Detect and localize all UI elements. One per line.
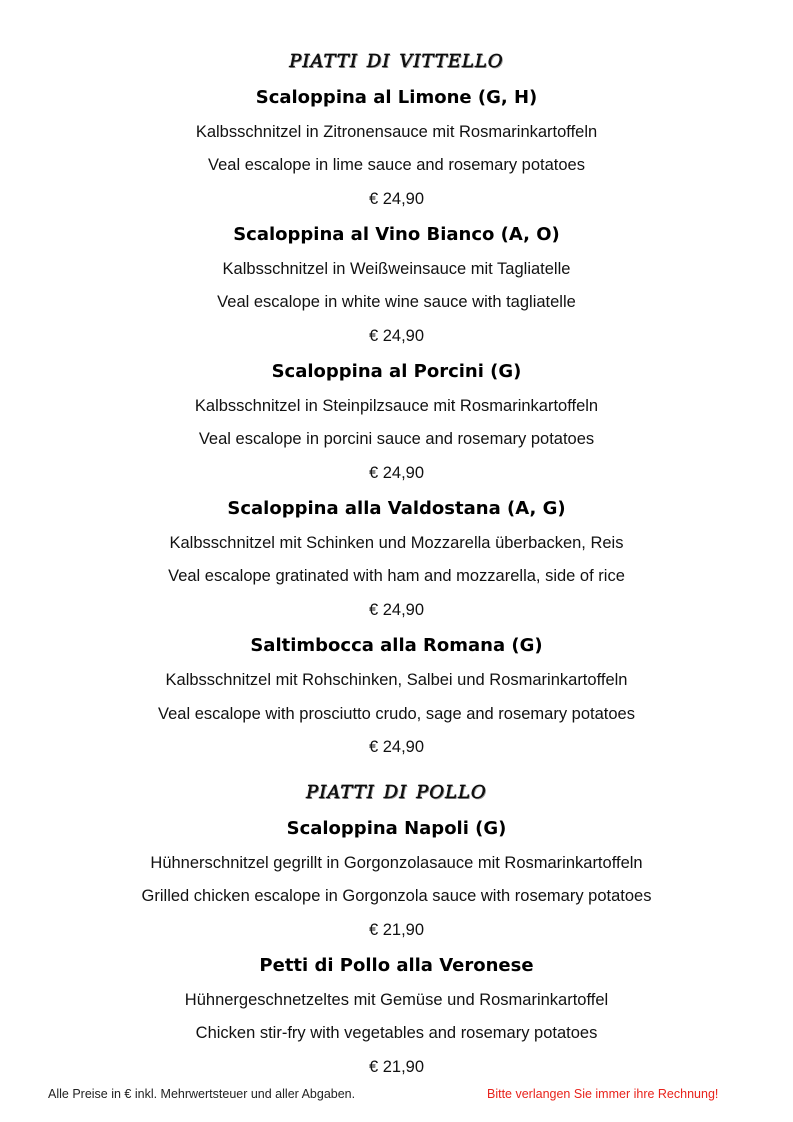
- dish-description-german: Kalbsschnitzel mit Rohschinken, Salbei und Rosmarinkartoffeln: [165, 671, 628, 689]
- dish-name: Saltimbocca alla Romana (G): [250, 635, 543, 656]
- dish-price: € 21,90: [368, 1058, 425, 1076]
- footer-price-note: Alle Preise in € inkl. Mehrwertsteuer und aller Abgaben.: [48, 1087, 356, 1101]
- dish-price: € 24,90: [368, 601, 425, 619]
- dish-description-german: Kalbsschnitzel in Weißweinsauce mit Tagliatelle: [222, 260, 571, 278]
- dish-name: Scaloppina al Limone (G, H): [255, 87, 538, 108]
- dish-name: Scaloppina Napoli (G): [286, 818, 507, 839]
- section-title: piatti di pollo: [306, 775, 487, 804]
- dish-description-german: Hühnerschnitzel gegrillt in Gorgonzolasauce mit Rosmarinkartoffeln: [150, 854, 643, 872]
- dish-description-english: Veal escalope in lime sauce and rosemary potatoes: [208, 156, 585, 174]
- dish-price: € 24,90: [368, 327, 425, 345]
- dish-description-german: Kalbsschnitzel in Steinpilzsauce mit Rosmarinkartoffeln: [194, 397, 599, 415]
- section-title: piatti di vittello: [289, 44, 504, 73]
- dish-description-english: Chicken stir-fry with vegetables and rosemary potatoes: [195, 1024, 598, 1042]
- dish-description-german: Kalbsschnitzel mit Schinken und Mozzarella überbacken, Reis: [169, 534, 624, 552]
- dish-description-english: Veal escalope gratinated with ham and mozzarella, side of rice: [168, 567, 625, 585]
- footer-receipt-note: Bitte verlangen Sie immer ihre Rechnung!: [487, 1087, 719, 1101]
- dish-price: € 24,90: [368, 190, 425, 208]
- dish-description-german: Kalbsschnitzel in Zitronensauce mit Rosmarinkartoffeln: [195, 123, 598, 141]
- dish-name: Scaloppina al Porcini (G): [271, 361, 522, 382]
- dish-name: Scaloppina alla Valdostana (A, G): [227, 498, 566, 519]
- dish-description-english: Grilled chicken escalope in Gorgonzola sauce with rosemary potatoes: [141, 887, 652, 905]
- dish-price: € 21,90: [368, 921, 425, 939]
- dish-name: Petti di Pollo alla Veronese: [259, 955, 534, 976]
- dish-price: € 24,90: [368, 464, 425, 482]
- dish-description-english: Veal escalope with prosciutto crudo, sage and rosemary potatoes: [158, 705, 635, 723]
- dish-description-english: Veal escalope in porcini sauce and rosemary potatoes: [198, 430, 595, 448]
- dish-name: Scaloppina al Vino Bianco (A, O): [233, 224, 560, 245]
- dish-description-german: Hühnergeschnetzeltes mit Gemüse und Rosmarinkartoffel: [184, 991, 609, 1009]
- dish-description-english: Veal escalope in white wine sauce with tagliatelle: [217, 293, 576, 311]
- dish-price: € 24,90: [368, 738, 425, 756]
